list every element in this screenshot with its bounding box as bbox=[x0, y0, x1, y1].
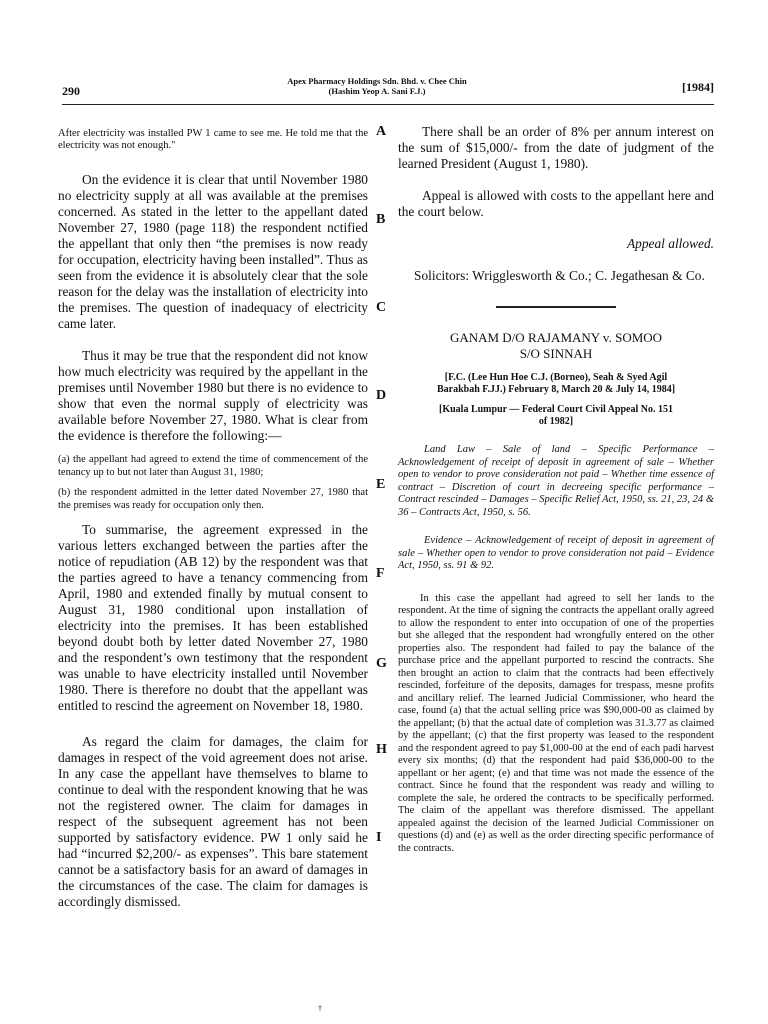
margin-marker-f: F bbox=[376, 566, 385, 581]
appeal-reference-line2: of 1982] bbox=[538, 416, 574, 427]
solicitors: Solicitors: Wrigglesworth & Co.; C. Jegathesan & Co. bbox=[414, 268, 705, 283]
finding-a: (a) the appellant had agreed to extend the time of commencement of the tenancy up to but not later than August 31, 1980; bbox=[58, 454, 368, 478]
report-year: [1984] bbox=[682, 80, 714, 94]
margin-marker-c: C bbox=[376, 300, 387, 315]
paragraph-summary: To summarise, the agreement expressed in the various letters exchanged between the parties after the notice of repudiation (AB 12) by the respondent was that the parties agreed to have a tenancy commencing from April, 1980 and extended finally by mutual consent to August 31, 1980 conditional upon installation of electricity into the premises. It has been established beyond doubt both by letter dated November 27, 1980 and the respondent’s own testimony that the respondent was unable to have electricity installed until November 1980. There is therefore no doubt that the appellant was entitled to rescind the agreement on November 18, 1980. bbox=[58, 522, 368, 713]
case-title bbox=[398, 330, 714, 362]
interest-order: There shall be an order of 8% per annum interest on the sum of $15,000/- from the date of judgment of the learned President (August 1, 1980). bbox=[398, 124, 714, 171]
court-coram-line1: [F.C. (Lee Hun Hoe C.J. (Borneo), Seah & Syed Agil bbox=[444, 372, 668, 383]
evidence-quote: After electricity was installed PW 1 came to see me. He told me that the electricity was not enough." bbox=[58, 128, 368, 151]
margin-marker-d: D bbox=[376, 388, 387, 403]
right-column bbox=[398, 124, 714, 855]
catchwords-evidence: Evidence – Acknowledgement of receipt of deposit in agreement of sale – Whether open to vendor to prove consideration not paid – Evidence Act, 1950, ss. 91 & 92. bbox=[398, 535, 714, 571]
page-number: 290 bbox=[62, 84, 80, 98]
running-head bbox=[242, 76, 512, 96]
paragraph-damages: As regard the claim for damages, the claim for damages in respect of the void agreement does not arise. In any case the appellant have themselves to blame to continue to deal with the respondent knowing that he was not the registered owner. The claim for damages in respect of the subsequent agreement has not been supported by satisfactory evidence. PW 1 only said he had “incurred $2,200/- as expenses”. This bare statement cannot be a satisfactory basis for an award of damages in the circumstances of the case. The claim for damages is accordingly dismissed. bbox=[58, 734, 368, 909]
margin-marker-e: E bbox=[376, 477, 386, 492]
margin-marker-g: G bbox=[376, 656, 387, 671]
page-header bbox=[62, 74, 714, 105]
case-title-line1: GANAM D/O RAJAMANY v. SOMOO bbox=[449, 330, 663, 345]
finding-b: (b) the respondent admitted in the letter dated November 27, 1980 that the premises was ready for occupation only then. bbox=[58, 487, 368, 511]
running-head-judge: (Hashim Yeop A. Sani F.J.) bbox=[328, 86, 426, 96]
paragraph-evidence: On the evidence it is clear that until November 1980 no electricity supply at all was available at the premises concerned. As stated in the letter to the appellant dated November 27, 1980 (page 118) the respondent nctified the appellant that only then “the premises is now ready for occupation, electricity having been installed”. Thus as seen from the evidence it is absolutely clear that the sole reason for the delay was the installation of electricity into the premises. The question of inadequacy of electricity came later. bbox=[58, 172, 368, 331]
appeal-allowed-label: Appeal allowed. bbox=[626, 236, 714, 251]
paragraph-electricity: Thus it may be true that the respondent did not know how much electricity was required by the appellant in the premises until November 1980 but there is no evidence to show that even the normal supply of electricity was available before November 27, 1980. What is clear from the evidence is therefore the following:— bbox=[58, 348, 368, 443]
appeal-reference bbox=[398, 404, 714, 428]
margin-marker-a: A bbox=[376, 124, 387, 139]
margin-marker-h: H bbox=[376, 742, 387, 757]
case-title-line2: S/O SINNAH bbox=[519, 346, 593, 361]
section-divider bbox=[496, 306, 616, 308]
headnote: In this case the appellant had agreed to sell her lands to the respondent. At the time of signing the contracts the appellant orally agreed to allow the respondent to enter into occupation of one of the properties but she alleged that the respondent had wrongfully entered on the other properties also. The respondent had failed to pay the balance of the purchase price and the appellant purported to rescind the contracts. She then brought an action to claim that the contracts had been effectively rescinded, forfeiture of the deposits, damages for trespass, mesne profits and ancillary relief. The learned Judicial Commissioner, who heard the case, found (a) that the actual selling price was $90,000-00 as claimed by the appellant; (b) that the actual date of completion was 31.3.77 as claimed by the appellant; (c) that the first property was leased to the respondent and the respondent agreed to pay $1,000-00 at the end of each padi harvest every six months; (d) that the respondent had paid $36,000-00 to the appellant or her agent; (e) and that time was not made the essence of the contract. Since he found that the respondent was ready and willing to complete the sale, he ordered the contracts to be specifically performed. The claim of the appellant was therefore dismissed. The appellant appealed against the decision of the learned Judicial Commissioner on questions (d) and (e) as well as the order directing specific performance of the contracts. bbox=[398, 592, 714, 854]
appeal-reference-line1: [Kuala Lumpur — Federal Court Civil Appeal No. 151 bbox=[439, 404, 673, 415]
footer-mark: † bbox=[318, 1004, 322, 1013]
court-coram bbox=[398, 372, 714, 396]
margin-marker-i: I bbox=[376, 830, 382, 845]
running-head-case: Apex Pharmacy Holdings Sdn. Bhd. v. Chee Chin bbox=[287, 76, 467, 86]
court-coram-line2: Barakbah F.JJ.) February 8, March 20 & July 14, 1984] bbox=[436, 384, 676, 395]
left-column bbox=[58, 128, 368, 910]
catchwords-land-law: Land Law – Sale of land – Specific Performance – Acknowledgement of receipt of deposit in agreement of sale – Whether open to vendor to prove consideration not paid – Whether time essence of contract – Discretion of court in decreeing specific performance – Contract rescinded – Damages – Specific Relief Act, 1950, ss. 21, 23, 24 & 36 – Contracts Act, 1950, s. 56. bbox=[398, 444, 714, 518]
margin-marker-b: B bbox=[376, 212, 386, 227]
appeal-costs: Appeal is allowed with costs to the appellant here and the court below. bbox=[398, 188, 714, 219]
